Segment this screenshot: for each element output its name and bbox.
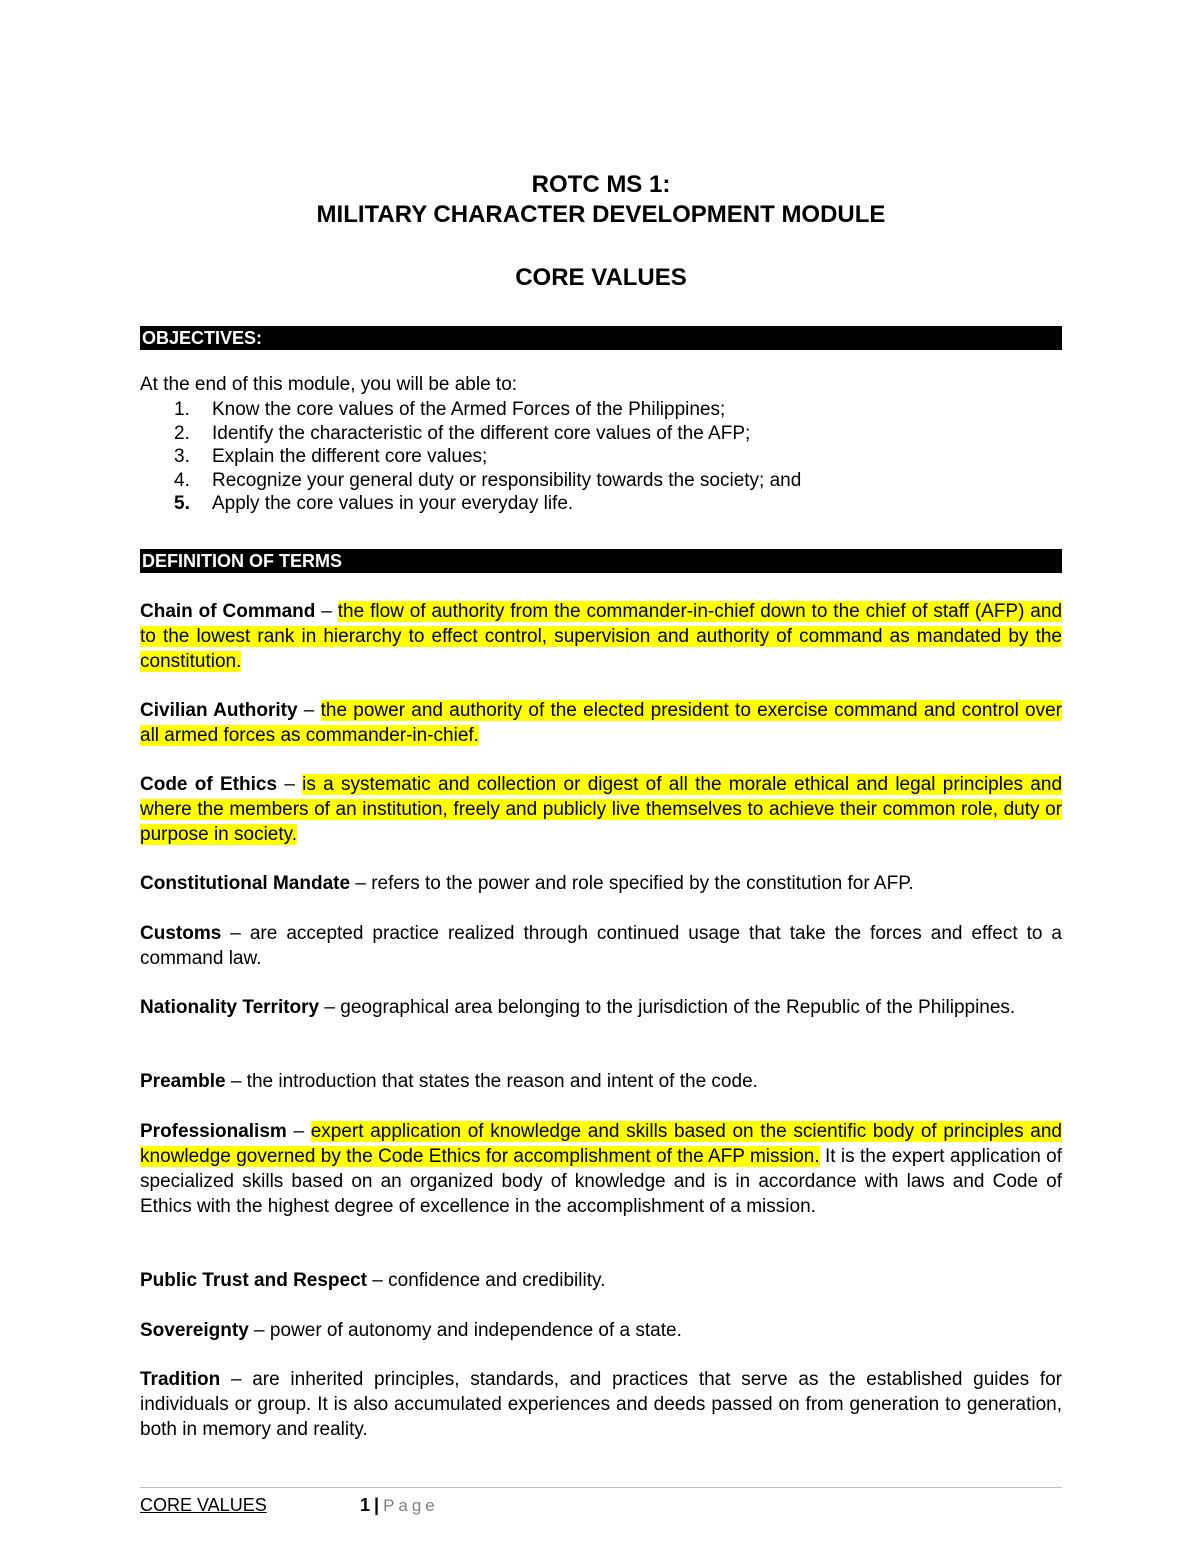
term-name: Nationality Territory <box>140 997 320 1018</box>
term-name: Code of Ethics <box>140 774 278 795</box>
footer-section-label <box>140 1493 360 1517</box>
term-name: Customs <box>140 923 222 944</box>
objective-text: Apply the core values in your everyday life. <box>212 493 574 515</box>
term-constitutional-mandate <box>140 871 1062 896</box>
term-definition-extra: It is the expert application of specialized skills based on an organized body of knowledge and is in accordance with laws and Code of Ethics with the highest degree of excellence in the accomplishment of a mission. <box>140 1146 1062 1217</box>
objective-number: 2. <box>174 422 190 444</box>
term-name: Sovereignty <box>140 1320 249 1341</box>
term-name: Public Trust and Respect <box>140 1270 367 1291</box>
term-definition-highlighted: the flow of authority from the commander-in-chief down to the chief of staff (AFP) and to the lowest rank in hierarchy to effect control, supervision and authority of command as mandated by the constitution. <box>140 601 1063 672</box>
term-civilian-authority <box>140 698 1062 748</box>
module-code-title: ROTC MS 1: <box>531 171 671 198</box>
term-dash: – <box>315 601 338 622</box>
term-name: Tradition <box>140 1369 221 1390</box>
objective-item <box>140 445 801 469</box>
objective-item <box>140 422 801 446</box>
term-tradition <box>140 1367 1062 1442</box>
term-definition-highlighted: is a systematic and collection or digest of all the morale ethical and legal principles and where the members of an institution, freely and publicly live themselves to achieve their common role, duty or purpose in society. <box>140 774 1063 845</box>
objective-number: 3. <box>174 446 190 468</box>
term-dash: – <box>350 873 372 894</box>
term-definition-highlighted: expert application of knowledge and skills based on the scientific body of principles and knowledge governed by the Code Ethics for accomplishment of the AFP mission. <box>140 1121 1062 1167</box>
objective-text: Identify the characteristic of the different core values of the AFP; <box>212 422 751 444</box>
term-name: Chain of Command <box>140 601 316 622</box>
objective-text: Recognize your general duty or responsibility towards the society; and <box>212 469 802 491</box>
objectives-intro: At the end of this module, you will be able to: <box>140 374 518 395</box>
term-chain-of-command <box>140 599 1062 674</box>
term-dash: – <box>221 923 250 944</box>
term-name: Civilian Authority <box>140 700 298 721</box>
term-dash: – <box>367 1270 389 1291</box>
term-dash: – <box>286 1121 311 1142</box>
objective-number: 5. <box>174 493 190 515</box>
term-definition: are inherited principles, standards, and practices that serve as the established guides for individuals or group. It is also accumulated experiences and deeds passed on from generation to generation, both in memory and reality. <box>140 1369 1063 1440</box>
term-definition-highlighted: the power and authority of the elected president to exercise command and control over all armed forces as commander-in-chief. <box>140 700 1063 746</box>
objective-number: 1. <box>174 399 190 420</box>
objective-item <box>140 398 801 422</box>
term-dash: – <box>225 1071 247 1092</box>
objective-item <box>140 492 801 516</box>
term-dash: – <box>277 774 303 795</box>
term-definition: the introduction that states the reason and intent of the code. <box>246 1071 758 1092</box>
term-definition: power of autonomy and independence of a state. <box>269 1320 682 1341</box>
term-name: Constitutional Mandate <box>140 873 351 894</box>
term-nationality-territory <box>140 995 1062 1020</box>
term-name: Professionalism <box>140 1121 287 1142</box>
objective-number: 4. <box>174 469 190 491</box>
footer-page-number: 1 <box>360 1495 371 1515</box>
term-name: Preamble <box>140 1071 226 1092</box>
term-sovereignty <box>140 1318 1062 1343</box>
term-dash: – <box>319 997 341 1018</box>
term-dash: – <box>248 1320 270 1341</box>
term-definition: confidence and credibility. <box>388 1270 606 1291</box>
term-definition: refers to the power and role specified by the constitution for AFP. <box>371 873 914 894</box>
term-code-of-ethics <box>140 772 1062 847</box>
topic-title: CORE VALUES <box>515 264 687 291</box>
footer-divider <box>140 1487 1062 1488</box>
footer-separator: | <box>374 1495 380 1515</box>
term-customs <box>140 921 1062 971</box>
term-dash: – <box>220 1369 253 1390</box>
definitions-heading: DEFINITION OF TERMS <box>140 549 1062 573</box>
objective-text: Know the core values of the Armed Forces of the Philippines; <box>212 399 726 420</box>
term-public-trust-and-respect <box>140 1268 1062 1293</box>
objective-text: Explain the different core values; <box>212 446 488 468</box>
footer-page-word: Page <box>383 1496 439 1515</box>
page-footer <box>140 1493 439 1518</box>
module-title: MILITARY CHARACTER DEVELOPMENT MODULE <box>316 201 886 228</box>
objectives-list <box>140 398 801 516</box>
objective-item <box>140 469 801 493</box>
footer-label-text: CORE VALUES <box>140 1495 267 1515</box>
term-professionalism <box>140 1119 1062 1219</box>
term-dash: – <box>297 700 321 721</box>
term-preamble <box>140 1069 1062 1094</box>
term-definition: are accepted practice realized through continued usage that take the forces and effect to a command law. <box>140 923 1063 969</box>
objectives-heading: OBJECTIVES: <box>140 326 1062 350</box>
term-definition: geographical area belonging to the jurisdiction of the Republic of the Philippines. <box>340 997 1016 1018</box>
